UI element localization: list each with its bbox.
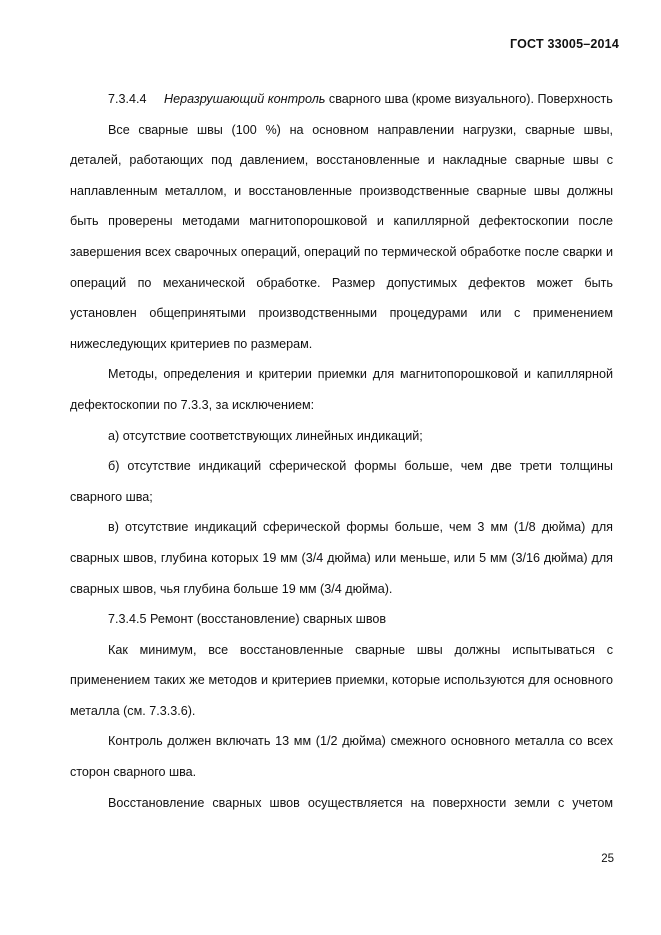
paragraph-all-welds: Все сварные швы (100 %) на основном направлении нагрузки, сварные швы, деталей, работающих под давлением, восстановленные и накладные сварные швы с наплавленным металлом, и восстановленные производственные сварные швы должны быть проверены методами магнитопорошковой и капиллярной дефектоскопии после завершения всех сварочных операций, операций по термической обработке после сварки и операций по механической обработке. Размер допустимых дефектов может быть установлен общепринятыми производственными процедурами или с применением нижеследующих критериев по размерам.	[70, 122, 613, 351]
list-item-b: б) отсутствие индикаций сферической формы больше, чем две трети толщины сварного шва;	[70, 459, 613, 504]
paragraph-minimum: Как минимум, все восстановленные сварные швы должны испытываться с применением таких же методов и критериев приемки, которые используются для основного металла (см. 7.3.3.6).	[70, 642, 613, 718]
page-number: 25	[601, 853, 614, 865]
paragraph-control: Контроль должен включать 13 мм (1/2 дюйма) смежного основного металла со всех сторон сварного шва.	[70, 734, 613, 780]
section-number: 7.3.4.4	[108, 92, 147, 106]
section-7-3-4-5-heading: 7.3.4.5 Ремонт (восстановление) сварных швов	[108, 612, 387, 627]
section-title: Неразрушающий контроль	[164, 92, 326, 106]
list-item-a: а) отсутствие соответствующих линейных индикаций;	[108, 428, 423, 443]
document-body	[70, 84, 613, 818]
document-code-header: ГОСТ 33005–2014	[510, 37, 619, 51]
list-item-c: в) отсутствие индикаций сферической формы больше, чем 3 мм (1/8 дюйма) для сварных швов, глубина которых 19 мм (3/4 дюйма) или меньше, или 5 мм (3/16 дюйма) для сварных швов, чья глубина больше 19 мм (3/4 дюйма).	[70, 520, 613, 596]
paragraph-restoration: Восстановление сварных швов осуществляется на поверхности земли с учетом	[108, 795, 613, 810]
section-title-rest: сварного шва (кроме визуального). Поверхность	[328, 92, 613, 106]
paragraph-methods: Методы, определения и критерии приемки для магнитопорошковой и капиллярной дефектоскопии по 7.3.3, за исключением:	[70, 367, 613, 412]
section-7-3-4-4-heading	[70, 84, 613, 115]
